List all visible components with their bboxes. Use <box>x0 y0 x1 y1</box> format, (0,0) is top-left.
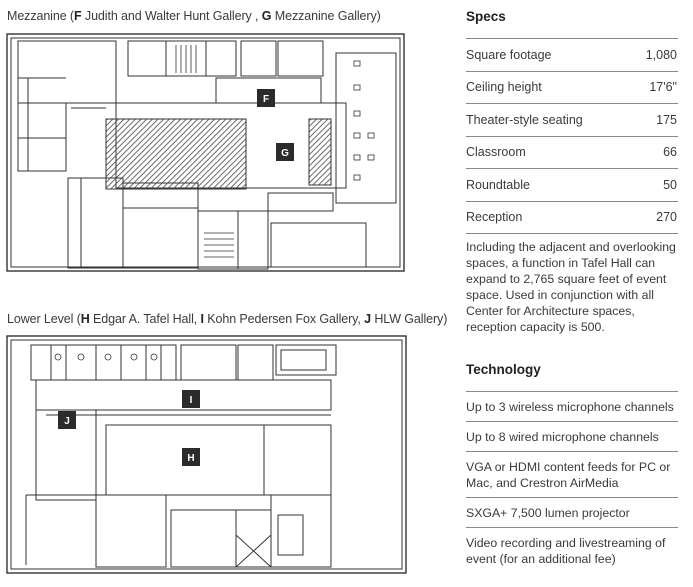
mezzanine-caption <box>7 9 381 23</box>
technology-item: VGA or HDMI content feeds for PC or Mac, and Crestron AirMedia <box>466 451 678 497</box>
tag-g <box>276 143 294 161</box>
spec-row <box>466 201 678 234</box>
specs-note: Including the adjacent and overlooking spaces, a function in Tafel Hall can expand to 2,765 square feet of event space. Used in conjunction with all Center for Architecture spaces, reception capacity is 500. <box>466 233 678 335</box>
svg-text:J: J <box>64 416 70 427</box>
gallery-f-name: Judith and Walter Hunt Gallery , <box>81 9 259 23</box>
gallery-f-letter: F <box>74 9 82 23</box>
svg-text:F: F <box>262 94 270 105</box>
gallery-h-letter: H <box>80 312 90 326</box>
technology-panel <box>466 362 678 573</box>
spec-label: Roundtable <box>466 177 530 192</box>
specs-heading: Specs <box>466 9 506 24</box>
spec-value: 175 <box>656 112 677 127</box>
gallery-g-name: Mezzanine Gallery) <box>271 9 381 23</box>
technology-item: Up to 3 wireless microphone channels <box>466 391 678 421</box>
gallery-j-name: HLW Gallery) <box>371 312 448 326</box>
gallery-j-letter: J <box>364 312 371 326</box>
spec-label: Theater-style seating <box>466 112 583 127</box>
tag-i <box>182 390 200 408</box>
spec-label: Classroom <box>466 145 526 160</box>
spec-value: 50 <box>663 177 677 192</box>
spec-value: 66 <box>663 145 677 160</box>
gallery-h-name: Edgar A. Tafel Hall, <box>89 312 198 326</box>
lower-level-floor-plan <box>6 335 408 575</box>
mezzanine-floor-plan <box>6 33 406 273</box>
technology-item: SXGA+ 7,500 lumen projector <box>466 497 678 527</box>
spec-row <box>466 38 678 71</box>
spec-row <box>466 71 678 104</box>
caption-prefix: Mezzanine ( <box>7 9 74 23</box>
spec-value: 270 <box>656 210 677 225</box>
specs-table <box>466 38 678 335</box>
spec-row <box>466 168 678 201</box>
svg-text:I: I <box>189 395 193 406</box>
spec-row <box>466 103 678 136</box>
technology-heading: Technology <box>466 362 541 377</box>
spec-label: Reception <box>466 210 523 225</box>
technology-item: Video recording and livestreaming of event (for an additional fee) <box>466 527 678 573</box>
lower-level-caption <box>7 312 447 326</box>
gallery-g-letter: G <box>261 9 272 23</box>
svg-text:G: G <box>281 148 289 159</box>
caption-prefix: Lower Level ( <box>7 312 81 326</box>
spec-value: 17'6" <box>649 80 677 95</box>
tag-f <box>257 89 275 107</box>
spec-value: 1,080 <box>645 47 677 62</box>
specs-panel <box>466 9 678 335</box>
technology-item: Up to 8 wired microphone channels <box>466 421 678 451</box>
spec-row <box>466 136 678 169</box>
spec-label: Ceiling height <box>466 80 542 95</box>
gallery-i-name: Kohn Pedersen Fox Gallery, <box>203 312 361 326</box>
tag-h <box>182 448 200 466</box>
svg-text:H: H <box>187 453 195 464</box>
tag-j <box>58 411 76 429</box>
spec-label: Square footage <box>466 47 552 62</box>
gallery-i-letter: I <box>200 312 204 326</box>
